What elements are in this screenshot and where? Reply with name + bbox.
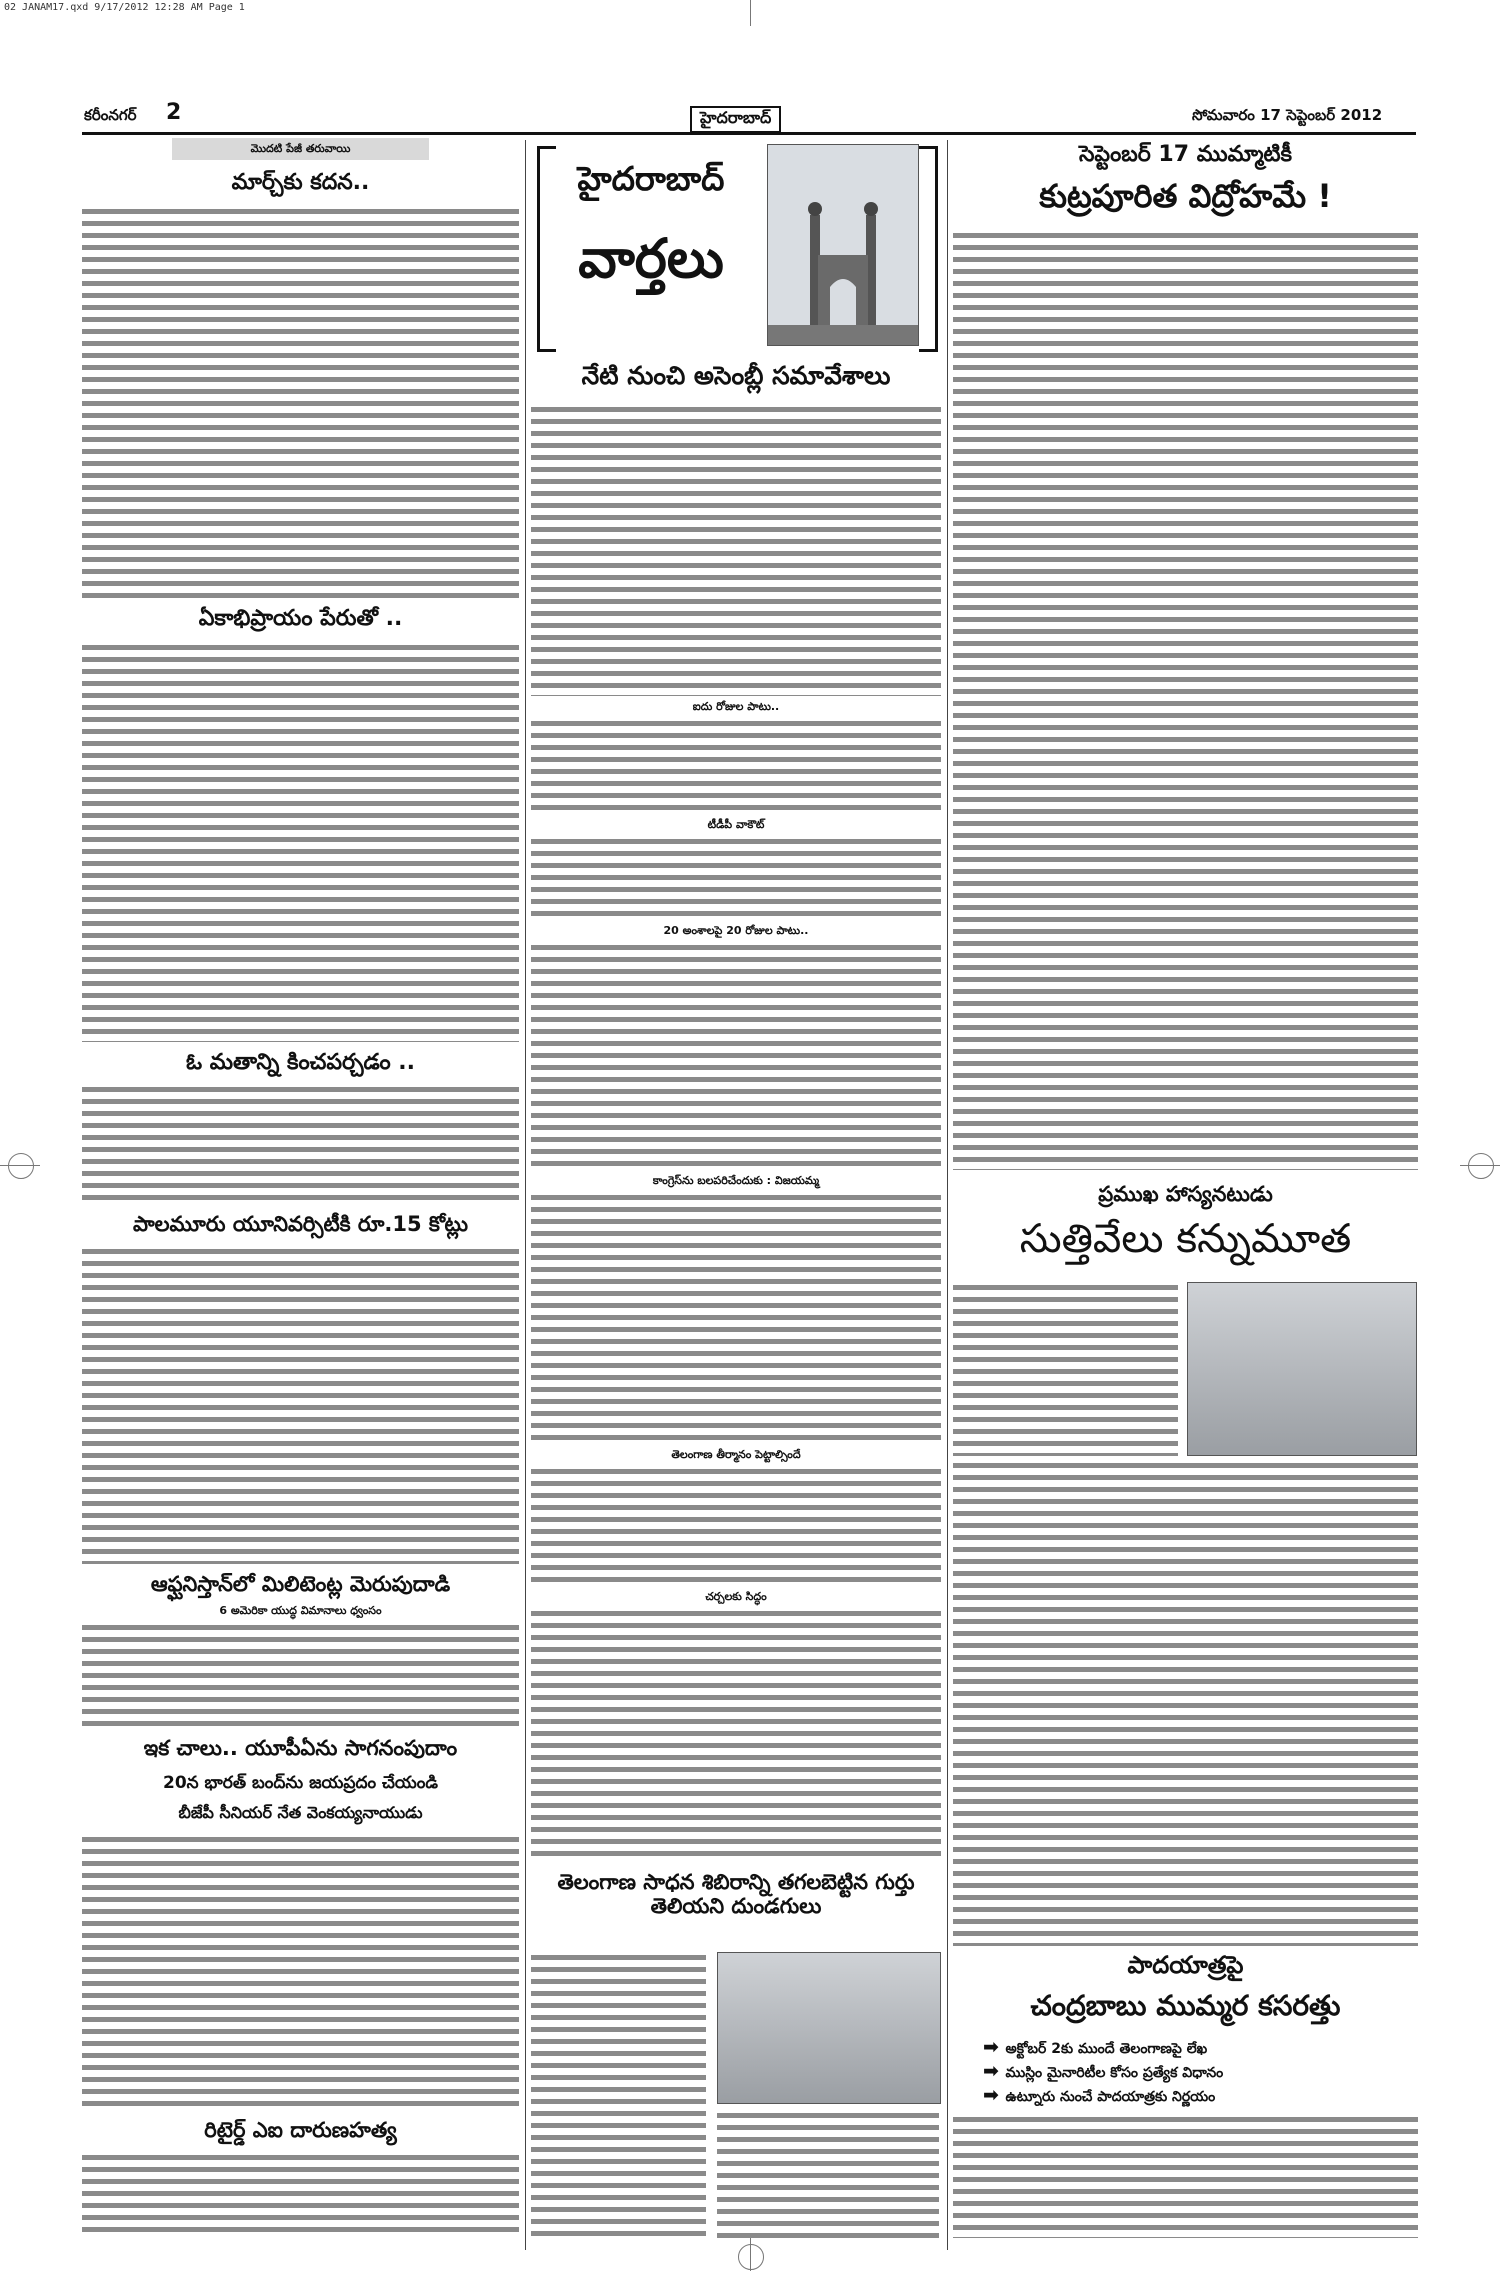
article-assembly-body-4 [531, 942, 941, 1170]
article-suttivelu-body-1 [953, 1282, 1178, 1456]
article-assembly-subhead-2: టీడీపీ వాకౌట్ [707, 818, 765, 831]
article-assembly-headline: నేటి నుంచి అసెంబ్లీ సమావేశాలు [581, 361, 891, 390]
print-header: 02 JANAM17.qxd 9/17/2012 12:28 AM Page 1 [4, 2, 245, 13]
article-suttivelu-body-2 [953, 1460, 1418, 1946]
article-assembly-subhead-3: 20 అంశాలపై 20 రోజుల పాటు.. [663, 924, 809, 937]
masthead-bracket-right [919, 146, 938, 352]
article-september17-headline: కుట్రపూరిత విద్రోహమే ! [1039, 177, 1332, 215]
article-assembly-subhead-1: ఐదు రోజుల పాటు.. [692, 700, 780, 713]
article-upa-subhead-1: 20న భారత్ బంద్‌ను జయప్రదం చేయండి [163, 1773, 438, 1793]
article-assembly-subhead-5: తెలంగాణ తీర్మానం పెట్టాల్సిందే [671, 1448, 801, 1461]
continuation-label: మొదటి పేజీ తరువాయి [250, 142, 351, 155]
article-afghan-body [82, 1622, 519, 1726]
crop-tick-left [0, 1165, 40, 1166]
suttivelu-photo [1187, 1282, 1417, 1456]
column-divider-2 [947, 140, 948, 2250]
crop-tick-right [1460, 1165, 1500, 1166]
article-assembly-body-7 [531, 1608, 941, 1860]
article-padayatra-kicker: పాదయాత్రపై [1127, 1951, 1244, 1979]
right-column [953, 138, 1418, 2238]
article-upa-body [82, 1834, 519, 2110]
article-consensus-body [82, 642, 519, 1042]
article-assembly-body-3 [531, 836, 941, 920]
padayatra-bullet-2-text: ముస్లిం మైనారిటీల కోసం ప్రత్యేక విధానం [1005, 2065, 1224, 2081]
article-assembly-body-5 [531, 1192, 941, 1444]
article-assembly-body-6 [531, 1466, 941, 1586]
charminar-icon [768, 145, 918, 345]
padayatra-bullet-2 [983, 2060, 1223, 2084]
article-padayatra-headline: చంద్రబాబు ముమ్మర కసరత్తు [1030, 1989, 1341, 2022]
column-divider-1 [525, 140, 526, 2250]
article-upa-subhead-2: బీజేపీ సీనియర్ నేత వెంకయ్యనాయుడు [178, 1803, 423, 1822]
masthead-line-1: హైదరాబాద్ [577, 159, 725, 198]
padayatra-bullet-3-text: ఉట్నూరు నుంచే పాదయాత్రకు నిర్ణయం [1005, 2089, 1216, 2105]
padayatra-bullet-1 [983, 2036, 1207, 2060]
left-column [82, 138, 519, 2238]
article-suttivelu-headline: సుత్తివేలు కన్నుమూత [1019, 1216, 1352, 1262]
article-afghan-subhead: 6 అమెరికా యుద్ధ విమానాలు ధ్వంసం [219, 1604, 382, 1617]
article-university-body [82, 1246, 519, 1564]
article-september17-body [953, 230, 1418, 1170]
article-march-body [82, 206, 519, 598]
article-camp-headline: తెలంగాణ సాధన శిబిరాన్ని తగలబెట్టిన గుర్తు తెలియని దుండగులు [557, 1870, 915, 1919]
article-consensus-headline: ఏకాభిప్రాయం పేరుతో .. [198, 606, 403, 631]
article-assembly-body-2 [531, 718, 941, 814]
masthead-line-2: వార్తలు [578, 227, 724, 290]
article-murder-body [82, 2152, 519, 2238]
folio-page-number: 2 [166, 100, 182, 125]
article-suttivelu-kicker: ప్రముఖ హాస్యనటుడు [1098, 1182, 1273, 1206]
crop-mark-right [1468, 1153, 1494, 1179]
article-assembly-body-1 [531, 404, 941, 696]
article-camp-body-2 [717, 2110, 939, 2238]
article-camp-body [531, 1952, 706, 2238]
crop-tick-bottom [750, 2236, 751, 2271]
article-assembly-subhead-4: కాంగ్రెస్‌ను బలపరిచేందుకు : విజయమ్మ [652, 1174, 820, 1187]
article-religion-headline: ఓ మతాన్ని కించపర్చడం .. [185, 1050, 415, 1075]
burnt-camp-photo [717, 1952, 941, 2104]
arrow-icon: ➡ [983, 2060, 1006, 2082]
folio-date: సోమవారం 17 సెప్టెంబర్ 2012 [1192, 106, 1383, 124]
padayatra-bullet-1-text: అక్టోబర్ 2కు ముందే తెలంగాణపై లేఖ [1005, 2041, 1208, 2057]
article-assembly-subhead-6: చర్చలకు సిద్ధం [705, 1590, 767, 1603]
arrow-icon: ➡ [983, 2036, 1006, 2058]
folio-city: కరీంనగర్ [84, 106, 137, 124]
article-afghan-headline: ఆఫ్ఘనిస్తాన్‌లో మిలిటెంట్ల మెరుపుదాడి [150, 1572, 451, 1596]
arrow-icon: ➡ [983, 2084, 1006, 2106]
article-upa-headline: ఇక చాలు.. యూపీఏను సాగనంపుదాం [143, 1736, 458, 1760]
masthead-box [537, 146, 757, 346]
article-religion-body [82, 1084, 519, 1202]
article-september17-kicker: సెప్టెంబర్ 17 ముమ్మాటికీ [1078, 142, 1292, 167]
folio-rule [82, 132, 1416, 135]
article-padayatra-body [953, 2114, 1418, 2238]
article-murder-headline: రిటైర్డ్ ఎఐ దారుణహత్య [204, 2118, 397, 2142]
middle-column [531, 138, 941, 2238]
crop-tick-top [750, 0, 751, 26]
charminar-photo [767, 144, 919, 346]
article-march-headline: మార్చ్‌కు కదన.. [231, 170, 370, 195]
crop-mark-bottom [738, 2244, 764, 2270]
article-university-headline: పాలమూరు యూనివర్సిటీకి రూ.15 కోట్లు [133, 1212, 468, 1236]
folio-section: హైదరాబాద్ [690, 106, 781, 133]
padayatra-bullet-3 [983, 2084, 1215, 2108]
crop-mark-left [8, 1153, 34, 1179]
